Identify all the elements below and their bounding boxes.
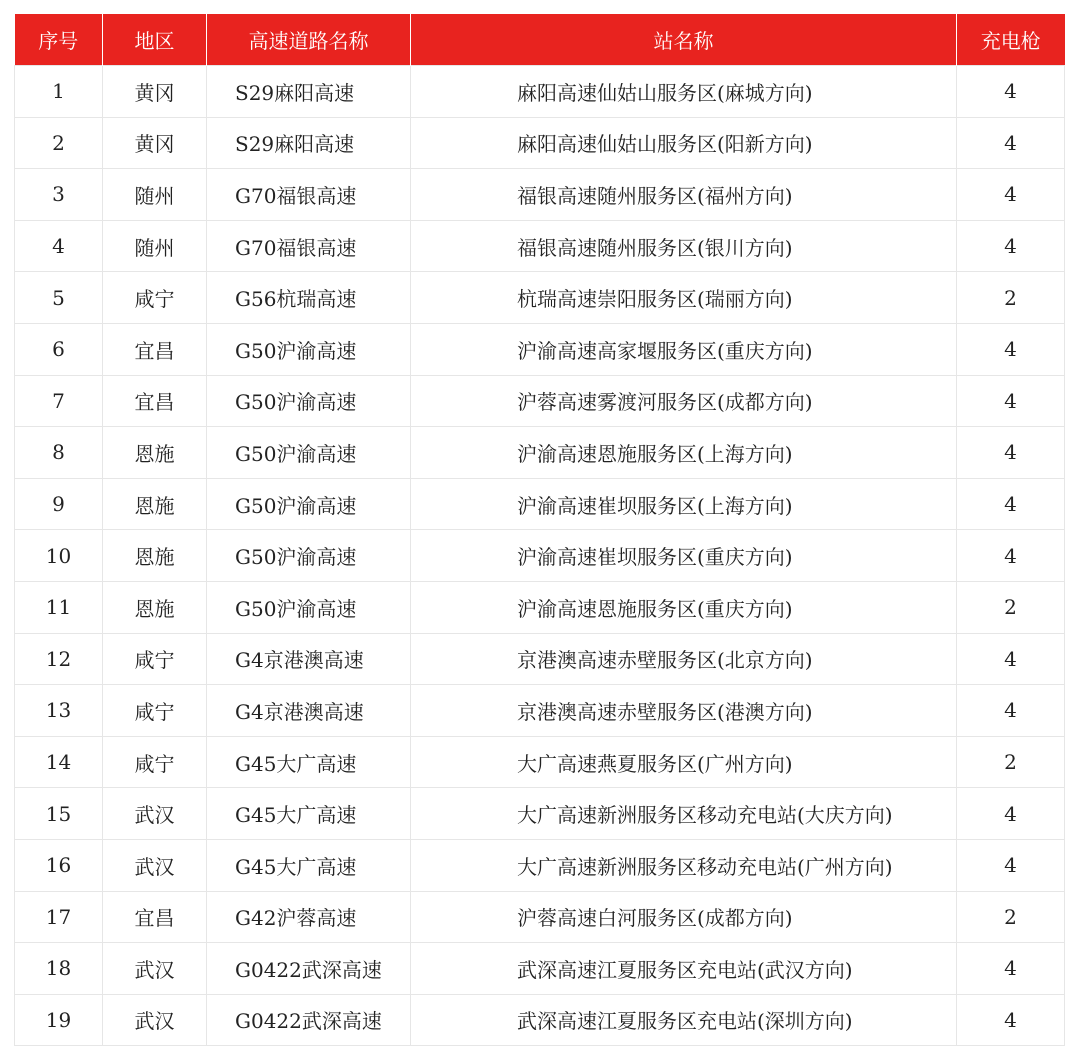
cell-region: 黄冈 xyxy=(103,66,207,118)
cell-region: 咸宁 xyxy=(103,736,207,788)
cell-guns: 4 xyxy=(957,478,1065,530)
cell-region: 恩施 xyxy=(103,581,207,633)
table-row xyxy=(15,994,1065,1046)
cell-index: 9 xyxy=(15,478,103,530)
cell-region: 武汉 xyxy=(103,788,207,840)
cell-region: 黄冈 xyxy=(103,117,207,169)
cell-station: 武深高速江夏服务区充电站(深圳方向) xyxy=(411,994,957,1046)
cell-index: 8 xyxy=(15,427,103,479)
cell-index: 7 xyxy=(15,375,103,427)
cell-index: 15 xyxy=(15,788,103,840)
table-row xyxy=(15,633,1065,685)
cell-guns: 4 xyxy=(957,788,1065,840)
cell-road: S29麻阳高速 xyxy=(207,117,411,169)
header-road: 高速道路名称 xyxy=(207,14,411,66)
cell-road: G50沪渝高速 xyxy=(207,581,411,633)
cell-road: G45大广高速 xyxy=(207,788,411,840)
table-row xyxy=(15,117,1065,169)
cell-index: 1 xyxy=(15,66,103,118)
cell-road: G50沪渝高速 xyxy=(207,530,411,582)
table-row xyxy=(15,839,1065,891)
table-row xyxy=(15,478,1065,530)
cell-road: S29麻阳高速 xyxy=(207,66,411,118)
cell-guns: 4 xyxy=(957,994,1065,1046)
cell-region: 武汉 xyxy=(103,839,207,891)
table-row xyxy=(15,169,1065,221)
cell-region: 恩施 xyxy=(103,427,207,479)
table-row xyxy=(15,943,1065,995)
cell-road: G70福银高速 xyxy=(207,220,411,272)
cell-road: G45大广高速 xyxy=(207,839,411,891)
header-guns: 充电枪 xyxy=(957,14,1065,66)
cell-road: G70福银高速 xyxy=(207,169,411,221)
cell-region: 随州 xyxy=(103,220,207,272)
cell-station: 沪渝高速恩施服务区(上海方向) xyxy=(411,427,957,479)
cell-region: 宜昌 xyxy=(103,323,207,375)
cell-guns: 4 xyxy=(957,633,1065,685)
cell-road: G50沪渝高速 xyxy=(207,323,411,375)
cell-station: 福银高速随州服务区(福州方向) xyxy=(411,169,957,221)
cell-region: 武汉 xyxy=(103,943,207,995)
cell-road: G0422武深高速 xyxy=(207,994,411,1046)
header-row xyxy=(15,14,1065,66)
cell-guns: 4 xyxy=(957,66,1065,118)
charging-station-table xyxy=(14,14,1065,1046)
cell-station: 麻阳高速仙姑山服务区(阳新方向) xyxy=(411,117,957,169)
table-row xyxy=(15,323,1065,375)
cell-index: 16 xyxy=(15,839,103,891)
table-row xyxy=(15,736,1065,788)
cell-index: 12 xyxy=(15,633,103,685)
cell-index: 13 xyxy=(15,685,103,737)
cell-station: 沪渝高速高家堰服务区(重庆方向) xyxy=(411,323,957,375)
table-row xyxy=(15,891,1065,943)
cell-index: 5 xyxy=(15,272,103,324)
table-row xyxy=(15,272,1065,324)
cell-station: 麻阳高速仙姑山服务区(麻城方向) xyxy=(411,66,957,118)
cell-road: G50沪渝高速 xyxy=(207,478,411,530)
cell-station: 京港澳高速赤壁服务区(北京方向) xyxy=(411,633,957,685)
table-row xyxy=(15,530,1065,582)
cell-index: 6 xyxy=(15,323,103,375)
cell-guns: 2 xyxy=(957,891,1065,943)
cell-index: 18 xyxy=(15,943,103,995)
cell-guns: 2 xyxy=(957,272,1065,324)
cell-guns: 4 xyxy=(957,117,1065,169)
cell-region: 咸宁 xyxy=(103,633,207,685)
cell-region: 随州 xyxy=(103,169,207,221)
cell-station: 福银高速随州服务区(银川方向) xyxy=(411,220,957,272)
table-row xyxy=(15,375,1065,427)
table-header xyxy=(15,14,1065,66)
cell-station: 沪渝高速崔坝服务区(上海方向) xyxy=(411,478,957,530)
table-row xyxy=(15,685,1065,737)
charging-station-table-container xyxy=(14,14,1064,1046)
cell-guns: 4 xyxy=(957,943,1065,995)
table-row xyxy=(15,427,1065,479)
cell-region: 咸宁 xyxy=(103,685,207,737)
cell-road: G56杭瑞高速 xyxy=(207,272,411,324)
cell-guns: 4 xyxy=(957,220,1065,272)
cell-region: 宜昌 xyxy=(103,375,207,427)
cell-station: 大广高速新洲服务区移动充电站(广州方向) xyxy=(411,839,957,891)
cell-road: G50沪渝高速 xyxy=(207,427,411,479)
cell-index: 10 xyxy=(15,530,103,582)
table-row xyxy=(15,788,1065,840)
cell-guns: 4 xyxy=(957,839,1065,891)
cell-road: G45大广高速 xyxy=(207,736,411,788)
cell-road: G42沪蓉高速 xyxy=(207,891,411,943)
table-body xyxy=(15,66,1065,1046)
cell-road: G4京港澳高速 xyxy=(207,685,411,737)
cell-station: 沪渝高速崔坝服务区(重庆方向) xyxy=(411,530,957,582)
cell-guns: 4 xyxy=(957,530,1065,582)
cell-index: 2 xyxy=(15,117,103,169)
cell-region: 恩施 xyxy=(103,530,207,582)
cell-index: 11 xyxy=(15,581,103,633)
table-row xyxy=(15,220,1065,272)
cell-guns: 4 xyxy=(957,427,1065,479)
cell-station: 大广高速新洲服务区移动充电站(大庆方向) xyxy=(411,788,957,840)
cell-station: 武深高速江夏服务区充电站(武汉方向) xyxy=(411,943,957,995)
cell-station: 沪蓉高速雾渡河服务区(成都方向) xyxy=(411,375,957,427)
cell-index: 14 xyxy=(15,736,103,788)
cell-station: 大广高速燕夏服务区(广州方向) xyxy=(411,736,957,788)
cell-guns: 4 xyxy=(957,169,1065,221)
cell-station: 沪蓉高速白河服务区(成都方向) xyxy=(411,891,957,943)
cell-region: 恩施 xyxy=(103,478,207,530)
cell-station: 京港澳高速赤壁服务区(港澳方向) xyxy=(411,685,957,737)
header-region: 地区 xyxy=(103,14,207,66)
cell-index: 4 xyxy=(15,220,103,272)
cell-road: G4京港澳高速 xyxy=(207,633,411,685)
cell-region: 武汉 xyxy=(103,994,207,1046)
header-station: 站名称 xyxy=(411,14,957,66)
cell-road: G50沪渝高速 xyxy=(207,375,411,427)
cell-guns: 4 xyxy=(957,375,1065,427)
table-row xyxy=(15,66,1065,118)
cell-region: 咸宁 xyxy=(103,272,207,324)
cell-guns: 2 xyxy=(957,581,1065,633)
cell-station: 杭瑞高速崇阳服务区(瑞丽方向) xyxy=(411,272,957,324)
cell-index: 17 xyxy=(15,891,103,943)
table-row xyxy=(15,581,1065,633)
header-index: 序号 xyxy=(15,14,103,66)
cell-guns: 4 xyxy=(957,685,1065,737)
cell-guns: 4 xyxy=(957,323,1065,375)
cell-region: 宜昌 xyxy=(103,891,207,943)
cell-station: 沪渝高速恩施服务区(重庆方向) xyxy=(411,581,957,633)
cell-index: 19 xyxy=(15,994,103,1046)
cell-road: G0422武深高速 xyxy=(207,943,411,995)
cell-guns: 2 xyxy=(957,736,1065,788)
cell-index: 3 xyxy=(15,169,103,221)
